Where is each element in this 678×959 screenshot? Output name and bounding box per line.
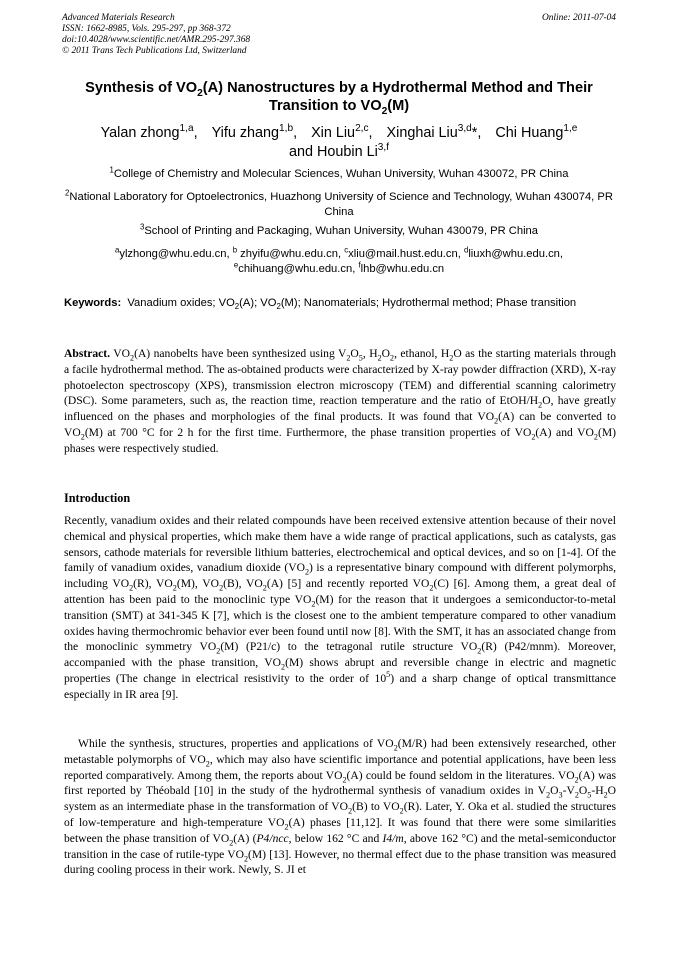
author-name: Yalan zhong$^{1,a}$, [100, 123, 198, 141]
author-name: and Houbin Li$^{3,f}$ [288, 142, 390, 160]
introduction-paragraph-1: Recently, vanadium oxides and their related compounds have been received extensive attention because of their novel chemical and physical properties, which make them have a wide range of practical applications, such as catalysts, gas sensors, cathode materials for reversible lithium batteries, electrochemical and optical devices, and so on [1-4]. Of the family of vanadium oxides, vanadium dioxide $(VO_2)$ is a representative binary compound with different polymorphs, including $VO_2(R)$, $VO_2(M)$, $VO_2(B)$, $VO_2(A)$ [5] and recently reported $VO_2(C)$ [6]. Among them, a great deal of attention has been paid to the monoclinic type $VO_2(M)$ for the reason that it undergoes a semiconductor-to-metal transition (SMT) at 341-345 K [7], which is the closest one to the ambient temperature compared to other vanadium oxides having thermochromic behavior ever been found until now [8]. With the SMT, it has an associated change from the monoclinic symmetry $VO_2(M)$ (P21/c) to the tetragonal rutile structure $VO_2(R)$ (P42/mnm). Moreover, accompanied with the phase transition, $VO_2(M)$ shows abrupt and reversible change in electric and magnetic properties (The change in electrical resistivity to the order of $10^5$) and a sharp change of optical transmittance especially in IR area [9]. [64, 514, 617, 701]
affiliation-2: $^2$National Laboratory for Optoelectronics, Huazhong University of Science and Technology, Wuhan 430074, PR China [65, 188, 613, 218]
journal-name: Advanced Materials Research [62, 13, 175, 23]
affiliation-1: $^1$College of Chemistry and Molecular Sciences, Wuhan University, Wuhan 430072, PR China [109, 165, 569, 180]
introduction-paragraph-2: While the synthesis, structures, properties and applications of $VO_2(M/R)$ had been extensively researched, other metastable polymorphs of $VO_2$, which may also have scientific importance and potential applications, have been less reported comparatively. Among them, the reports about $VO_2(A)$ could be found seldom in the literatures. $VO_2(A)$ was first reported by Théobald [10] in the study of the hydrothermal synthesis of vanadium oxides in $V_2O_3-V_2O_5-H_2O$ system as an intermediate phase in the transformation of $VO_2(B)$ to $VO_2(R)$. Later, Y. Oka et al. studied the structures of low-temperature and high-temperature $VO_2(A)$ phases [11,12]. It was found that there were some similarities between the phase transition of $VO_2(A)$ (P4/ncc, below 162 °C and I4/m, above 162 °C) and the metal-semiconductor transition in the case of rutile-type $VO_2(M)$ [13]. However, no thermal effect due to the phase transition was measured during cooling process in their work. Newly, S. JI et [64, 737, 616, 877]
paper-title: Synthesis of $VO_2(A)$ Nanostructures by a Hydrothermal Method and Their Transition to $VO_2(M)$ [85, 80, 593, 117]
author-list [50, 124, 628, 162]
author-name: Chi Huang$^{1,e}$ [495, 123, 578, 141]
copyright-line: © 2011 Trans Tech Publications Ltd, Switzerland [62, 46, 247, 56]
keywords: Keywords: Vanadium oxides; $VO_2(A)$; $VO_2(M)$; Nanomaterials; Hydrothermal method; Phase transition [64, 297, 577, 312]
author-name: Xin Liu$^{2,c}$, [311, 123, 373, 141]
keywords-label: Keywords: [64, 297, 122, 309]
online-date: Online: 2011-07-04 [541, 13, 616, 23]
journal-header [62, 13, 616, 57]
section-heading-introduction: Introduction [64, 491, 131, 505]
abstract [64, 346, 616, 457]
author-name: Xinghai Liu$^{3,d}$*, [386, 123, 482, 141]
doi-line: doi:10.4028/www.scientific.net/AMR.295-297.368 [62, 35, 251, 45]
issn-line: ISSN: 1662-8985, Vols. 295-297, pp 368-372 [62, 24, 231, 34]
author-name: Yifu zhang$^{1,b}$, [211, 123, 298, 141]
abstract-label: Abstract. [64, 347, 111, 360]
affiliation-3: $^3$School of Printing and Packaging, Wuhan University, Wuhan 430079, PR China [139, 222, 539, 237]
abstract-body: $VO_2(A)$ nanobelts have been synthesized using $V_2O_5$, $H_2O_2$, ethanol, $H_2O$ as the starting materials through a facile hydrothermal method. The as-obtained products were characterized by X-ray powder diffraction (XRD), X-ray photoelecton spectroscopy (XPS), transmission electron microscopy (TEM) and differential scanning calorimetry (DSC). Some parameters, such as, the reaction time, reaction temperature and the ratio of EtOH/$H_2O$, have greatly influenced on the phases and morphologies of the final products. It was found that $VO_2(A)$ can be converted to $VO_2(M)$ at 700 °C for 2 h for the first time. Furthermore, the phase transition properties of $VO_2(A)$ and $VO_2(M)$ phases were respectively studied. [64, 347, 617, 455]
author-emails: $^a$ylzhong@whu.edu.cn, $^b$ zhyifu@whu.edu.cn, $^c$xliu@mail.hust.edu.cn, $^d$liuxh@whu.edu.cn, $^e$chihuang@whu.edu.cn, $^f$lhb@whu.edu.cn [114, 245, 564, 275]
